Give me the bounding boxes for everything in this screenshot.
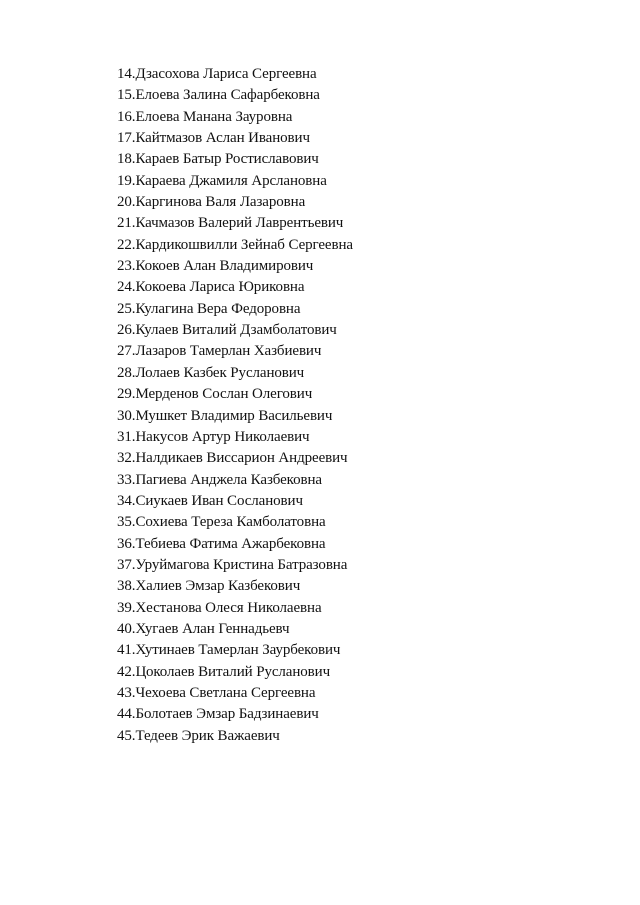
list-item: 36.Тебиева Фатима Ажарбековна bbox=[117, 535, 326, 552]
list-item: 38.Халиев Эмзар Казбекович bbox=[117, 578, 301, 595]
list-item: 42.Цоколаев Виталий Русланович bbox=[117, 663, 331, 680]
list-item: 14.Дзасохова Лариса Сергеевна bbox=[117, 66, 317, 82]
list-item: 21.Качмазов Валерий Лаврентьевич bbox=[117, 215, 344, 232]
list-item: 45.Тедеев Эрик Важаевич bbox=[117, 727, 280, 744]
list-item: 34.Сиукаев Иван Сосланович bbox=[117, 492, 303, 509]
list-item: 29.Мерденов Сослан Олегович bbox=[117, 386, 313, 403]
list-item: 24.Кокоева Лариса Юриковна bbox=[117, 279, 305, 296]
list-item: 28.Лолаев Казбек Русланович bbox=[117, 364, 305, 381]
list-item: 37.Уруймагова Кристина Батразовна bbox=[117, 556, 348, 573]
list-item: 19.Караева Джамиля Арслановна bbox=[117, 172, 327, 189]
list-item: 27.Лазаров Тамерлан Хазбиевич bbox=[117, 343, 322, 360]
list-item: 39.Хестанова Олеся Николаевна bbox=[117, 599, 322, 616]
list-item: 18.Караев Батыр Ростиславович bbox=[117, 151, 319, 168]
list-item: 17.Кайтмазов Аслан Иванович bbox=[117, 130, 310, 147]
list-item: 33.Пагиева Анджела Казбековна bbox=[117, 471, 322, 488]
name-list bbox=[117, 64, 353, 747]
list-item: 43.Чехоева Светлана Сергеевна bbox=[117, 684, 316, 701]
list-item: 32.Налдикаев Виссарион Андреевич bbox=[117, 450, 348, 467]
list-item: 40.Хугаев Алан Геннадьевч bbox=[117, 620, 290, 637]
list-item: 25.Кулагина Вера Федоровна bbox=[117, 300, 301, 317]
list-item: 31.Накусов Артур Николаевич bbox=[117, 428, 310, 445]
list-item: 35.Сохиева Тереза Камболатовна bbox=[117, 514, 326, 531]
list-item: 23.Кокоев Алан Владимирович bbox=[117, 258, 314, 275]
list-item: 16.Елоева Манана Зауровна bbox=[117, 108, 293, 125]
list-item: 30.Мушкет Владимир Васильевич bbox=[117, 407, 333, 424]
list-item: 20.Каргинова Валя Лазаровна bbox=[117, 194, 306, 211]
list-item: 22.Кардикошвилли Зейнаб Сергеевна bbox=[117, 236, 353, 253]
list-item: 26.Кулаев Виталий Дзамболатович bbox=[117, 322, 337, 339]
list-item: 44.Болотаев Эмзар Бадзинаевич bbox=[117, 706, 319, 723]
list-item: 15.Елоева Залина Сафарбековна bbox=[117, 87, 320, 104]
list-item: 41.Хутинаев Тамерлан Заурбекович bbox=[117, 642, 341, 659]
